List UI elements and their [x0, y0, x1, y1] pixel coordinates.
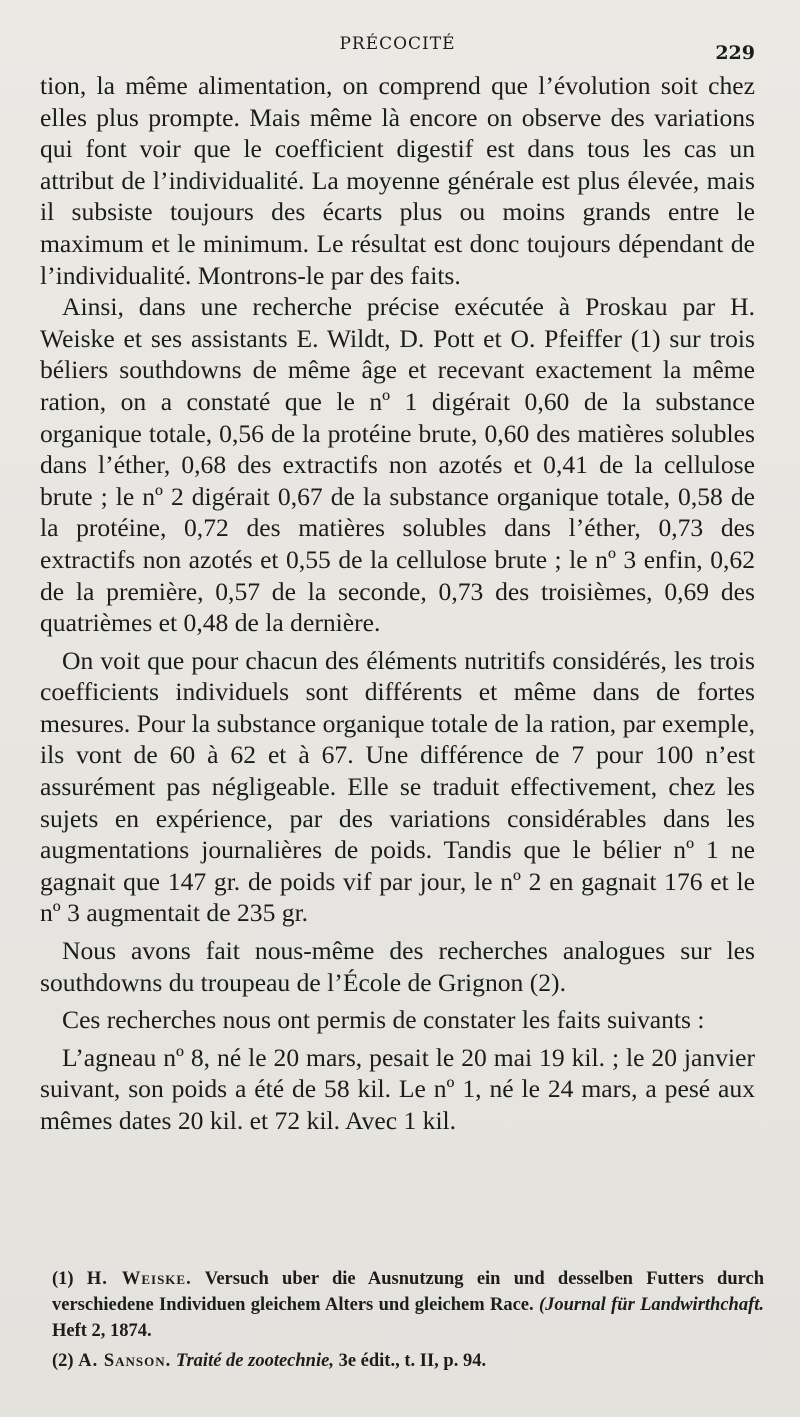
- paragraph-lamb-weights: L’agneau nº 8, né le 20 mars, pesait le 20 mai 19 kil. ; le 20 janvier suivant, son poids a été de 58 kil. Le nº 1, né le 24 mars, a pesé aux mêmes dates 20 kil. et 72 kil. Avec 1 kil.: [40, 1042, 755, 1135]
- paragraph-facts-intro: Ces recherches nous ont permis de constater les faits suivants :: [62, 1005, 705, 1035]
- page-header: [40, 32, 755, 62]
- footnote-1-marker: (1): [52, 1269, 74, 1289]
- footnote-2-rest: 3e édit., t. II, p. 94.: [338, 1351, 487, 1371]
- footnotes: [52, 1266, 764, 1374]
- page-number: 229: [715, 42, 755, 64]
- paragraph-weiske-study: Ainsi, dans une recherche précise exécutée à Proskau par H. Weiske et ses assistants E. Wildt, D. Pott et O. Pfeiffer (1) sur trois béliers southdowns de même âge et recevant exactement la même ration, on a constaté que le nº 1 digérait 0,60 de la substance organique totale, 0,56 de la protéine brute, 0,60 des matières solubles dans l’éther, 0,68 des extractifs non azotés et 0,41 de la cellulose brute ; le nº 2 digérait 0,67 de la substance organique totale, 0,58 de la protéine, 0,72 des matières solubles dans l’éther, 0,73 des extractifs non azotés et 0,55 de la cellulose brute ; le nº 3 enfin, 0,62 de la première, 0,57 de la seconde, 0,73 des troisièmes, 0,69 des quatrièmes et 0,48 de la dernière.: [40, 292, 755, 638]
- footnote-1-rest: Heft 2, 1874.: [52, 1321, 152, 1341]
- footnote-1-author: H. Weiske.: [86, 1269, 192, 1289]
- footnote-1: [52, 1266, 764, 1344]
- footnote-2-author: A. Sanson.: [78, 1351, 172, 1371]
- paragraph-grignon: Nous avons fait nous-même des recherches analogues sur les southdowns du troupeau de l’École de Grignon (2).: [40, 936, 755, 997]
- paragraph-coefficients: On voit que pour chacun des éléments nutritifs considérés, les trois coefficients individuels sont différents et même dans de fortes mesures. Pour la substance organique totale de la ration, par exemple, ils vont de 60 à 62 et à 67. Une différence de 7 pour 100 n’est assurément pas négligeable. Elle se traduit effectivement, chez les sujets en expérience, par des variations considérables dans les augmentations journalières de poids. Tandis que le bélier nº 1 ne gagnait que 147 gr. de poids vif par jour, le nº 2 en gagnait 176 et le nº 3 augmentait de 235 gr.: [40, 645, 755, 928]
- running-title: PRÉCOCITÉ: [339, 34, 456, 54]
- body-text: [40, 70, 755, 1137]
- footnote-2-title: Traité de zootechnie,: [175, 1351, 334, 1371]
- footnote-1-source: (Journal für Landwirthchaft.: [538, 1295, 765, 1315]
- paragraph-continuation: tion, la même alimentation, on comprend que l’évolution soit chez elles plus prompte. Mais même là encore on observe des variations qui font voir que le coefficient digestif est dans tous les cas un attribut de l’individualité. La moyenne générale est plus élevée, mais il subsiste toujours des écarts plus ou moins grands entre le maximum et le minimum. Le résultat est donc toujours dépendant de l’individualité. Montrons-le par des faits.: [40, 71, 755, 290]
- footnote-1-text: Versuch uber die Ausnutzung ein und desselben Futters durch verschiedene Individuen gleichem Alters und gleichem Race.: [52, 1269, 765, 1315]
- footnote-2-marker: (2): [52, 1351, 74, 1371]
- footnote-2: [52, 1348, 764, 1374]
